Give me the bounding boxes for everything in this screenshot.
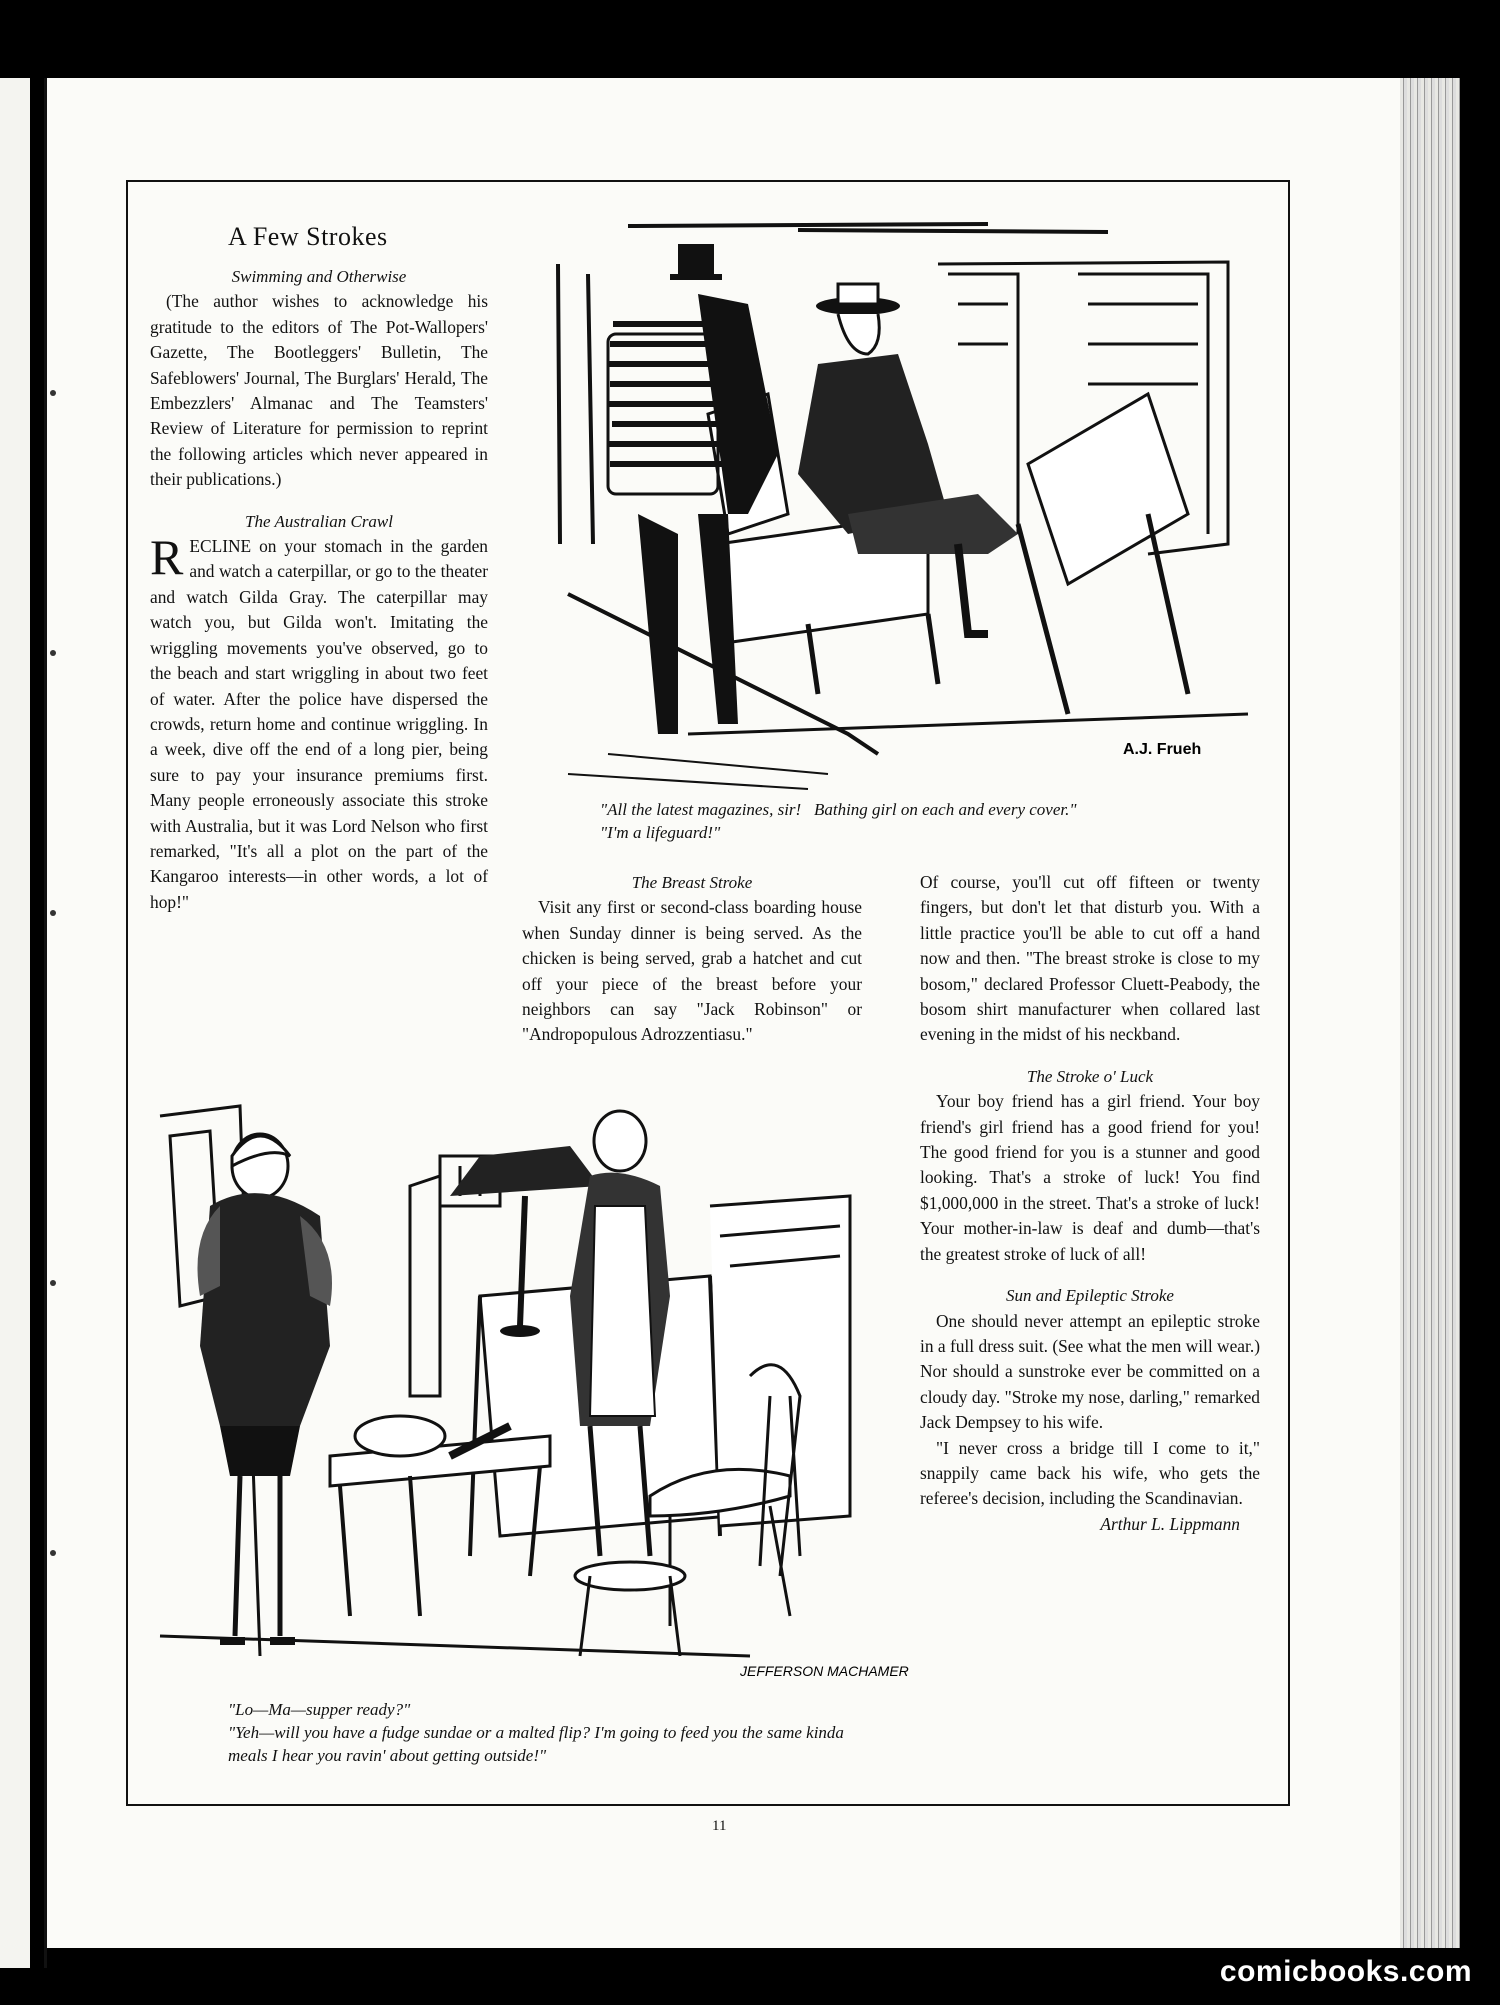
site-watermark: comicbooks.com [1219,1955,1472,1988]
breast-stroke-body-b: Of course, you'll cut off fifteen or twenty fingers, but don't let that disturb you. With a little practice you'll be able to cut off a hand now and then. "The breast stroke is close to my bosom," declared Professor Cluett-Peabody, the bosom shirt manufacturer when collared last evening in the midst of his neckband. [920,872,1260,1045]
binding-stitch [50,1550,56,1556]
binding-stitch [50,910,56,916]
binding-line [44,78,47,1968]
bottom-cartoon-illustration [150,1096,909,1696]
stroke-o-luck-body: Your boy friend has a girl friend. Your boy friend's girl friend has a good friend for you! The good friend for you is a stunner and good looking. That's a stroke of luck! You find $1,000,000 in the street. That's a stroke of luck! Your mother-in-law is deaf and dumb—that's the greatest stroke of luck of all! [920,1091,1260,1264]
intro-paragraph: (The author wishes to acknowledge his gratitude to the editors of The Pot-Wallopers' Gazette, The Bootleggers' Bulletin, The Safeblowers' Journal, The Burglars' Herald, The Embezzlers' Almanac and The Teamsters' Review of Literature for permission to reprint the following articles which never appeared in their publications.) [150,291,488,490]
bottom-cartoon-signature: JEFFERSON MACHAMER [740,1663,909,1679]
section-heading-australian-crawl: The Australian Crawl [245,511,393,531]
top-caption-line2: "I'm a lifeguard!" [600,823,721,842]
top-cartoon-illustration [548,214,1268,794]
drop-cap: R [150,529,184,586]
binding-stitch [50,390,56,396]
sun-epileptic-body: One should never attempt an epileptic stroke in a full dress suit. (See what the men will wear.) Nor should a sunstroke ever be committed on a cloudy day. "Stroke my nose, darling," remarked Jack Dempsey to his wife. [920,1310,1260,1433]
binding-stitch [50,650,56,656]
bottom-caption-line1: "Lo—Ma—supper ready?" [228,1700,411,1719]
top-caption-line1: "All the latest magazines, sir! Bathing girl on each and every cover." [600,800,1077,819]
author-signature: Arthur L. Lippmann [1100,1513,1240,1534]
top-cartoon-caption [600,798,1240,844]
bottom-caption-line2: "Yeh—will you have a fudge sundae or a malted flip? I'm going to feed you the same kinda meals I hear you ravin' about getting outside!" [228,1723,844,1765]
middle-column [522,870,862,1048]
section-heading-breast-stroke: The Breast Stroke [631,873,753,892]
section-heading-stroke-o-luck: The Stroke o' Luck [1026,1066,1154,1086]
bottom-cartoon-caption [188,1698,868,1767]
article-subtitle: Swimming and Otherwise [231,267,407,286]
right-column [920,870,1260,1537]
breast-stroke-body-a: Visit any first or second-class boarding house when Sunday dinner is being served. As the chicken is being served, grab a hatchet and cut off your piece of the breast before your neighbors can say "Jack Robinson" or "Andropopulous Adrozzentiasu." [522,897,862,1045]
top-cartoon-signature: A.J. Frueh [1123,741,1202,758]
page-number: 11 [712,1818,727,1834]
australian-crawl-body: RECLINE on your stomach in the garden and watch a caterpillar, or go to the theater and watch Gilda Gray. The caterpillar may watch you, but Gilda won't. Imitating the wriggling movements you've observed, go to the beach and start wriggling in about two feet of water. After the police have dispersed the crowds, return home and continue wriggling. In a week, dive off the end of a long pier, being sure to pay your insurance premiums first. Many people erroneously associate this stroke with Australia, but it was Lord Nelson who first remarked, "It's all a plot on the part of the Kangaroo interests—in other words, a lot of hop!" [150,529,488,912]
page-stack-edge [1400,78,1460,1948]
facing-page-edge [0,78,30,1968]
left-column [150,264,488,915]
sun-epileptic-body-2: "I never cross a bridge till I come to it," snappily came back his wife, who gets the referee's decision, including the Scandinavian. [920,1437,1260,1509]
section-heading-sun-epileptic: Sun and Epileptic Stroke [1006,1286,1174,1306]
binding-stitch [50,1280,56,1286]
article-title: A Few Strokes [228,222,388,251]
